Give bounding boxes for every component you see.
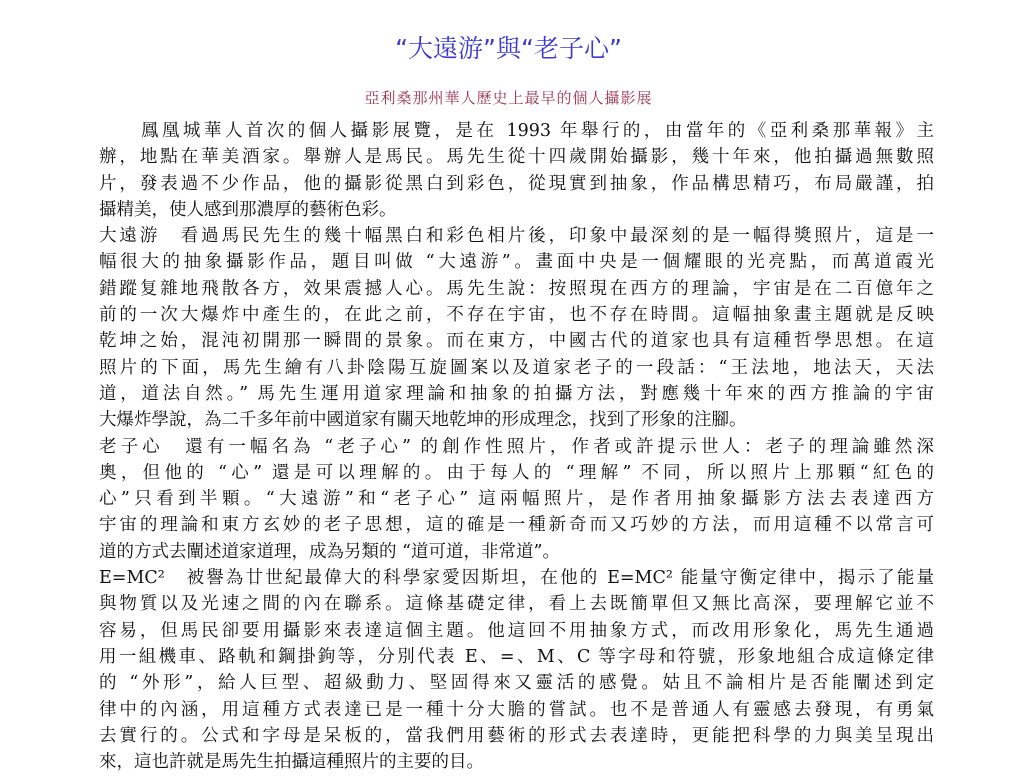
text-line: 錯蹤复雜地飛散各方，效果震撼人心。馬先生說：按照現在西方的理論，宇宙是在二百億年之 <box>99 278 934 299</box>
article-title: “大遠游”與“老子心” <box>395 34 622 63</box>
text-line: 幅很大的抽象攝影作品，題目叫做 “大遠游”。畫面中央是一個耀眼的光亮點，而萬道霞光 <box>99 252 934 273</box>
paragraph-da-yuan-you <box>99 223 934 433</box>
text-line: 用一組機車、路軌和鋼掛鉤等，分別代表 E、=、M、C 等字母和符號，形象地組合成這條定律 <box>99 646 934 667</box>
text-line: 與物質以及光速之間的內在聯系。這條基礎定律，看上去既簡單但又無比高深，要理解它並不 <box>99 594 934 615</box>
text-line: 大遠游 看過馬民先生的幾十幅黑白和彩色相片後，印象中最深刻的是一幅得獎照片，這是一 <box>99 226 934 247</box>
text-line: 去實行的。公式和字母是呆板的，當我們用藝術的形式去表達時，更能把科學的力與美呈現出 <box>99 725 934 746</box>
text-line: E=MC² 被譽為廿世紀最偉大的科學家愛因斯坦，在他的 E=MC² 能量守衡定律中，揭示了能量 <box>99 568 934 589</box>
text-line: 辦，地點在華美酒家。舉辦人是馬民。馬先生從十四歲開始攝影，幾十年來，他拍攝過無數照 <box>99 147 934 168</box>
text-line: 來，這也許就是馬先生拍攝這種照片的主要的目。 <box>99 752 484 773</box>
text-line: 律中的內涵，用這種方式表達已是一種十分大膽的嘗試。也不是普通人有靈感去發現，有勇氣 <box>99 699 934 720</box>
text-line: 奧，但他的 “心” 還是可以理解的。由于每人的 “理解” 不同，所以照片上那顆“紅色的 <box>99 462 934 483</box>
paragraph-intro <box>99 118 934 223</box>
text-line: 容易，但馬民卻要用攝影來表達這個主題。他這回不用抽象方式，而改用形象化，馬先生通過 <box>99 620 934 641</box>
text-line: 老子心 還有一幅名為 “老子心” 的創作性照片，作者或許提示世人：老子的理論雖然深 <box>99 436 934 457</box>
text-line: 前的一次大爆炸中產生的，在此之前，不存在宇宙，也不存在時間。這幅抽象畫主題就是反映 <box>99 305 934 326</box>
text-line: 道的方式去闡述道家道理，成為另類的 “道可道，非常道”。 <box>99 541 560 562</box>
article-body <box>99 118 934 775</box>
text-line: 心”只看到半顆。“大遠游”和“老子心” 這兩幅照片，是作者用抽象攝影方法去表達西方 <box>99 489 934 510</box>
text-line: 鳳凰城華人首次的個人攝影展覽，是在 1993 年舉行的，由當年的《亞利桑那華報》主 <box>99 121 934 141</box>
text-line: 大爆炸學說，為二千多年前中國道家有關天地乾坤的形成理念，找到了形象的注腳。 <box>99 410 747 431</box>
paragraph-lao-zi-xin <box>99 434 934 565</box>
text-line: 宇宙的理論和東方玄妙的老子思想，這的確是一種新奇而又巧妙的方法，而用這種不以常言可 <box>99 515 934 536</box>
text-line: 道，道法自然。” 馬先生運用道家理論和抽象的拍攝方法，對應幾十年來的西方推論的宇宙 <box>99 383 934 404</box>
paragraph-emc2 <box>99 565 934 775</box>
article-subtitle: 亞利桑那州華人歷史上最早的個人攝影展 <box>364 89 653 107</box>
text-line: 的 “外形”，給人巨型、超級動力、堅固得來又靈活的感覺。姑且不論相片是否能闡述到定 <box>99 673 934 694</box>
text-line: 片，發表過不少作品，他的攝影從黑白到彩色，從現實到抽象，作品構思精巧，布局嚴謹，拍 <box>99 173 934 194</box>
text-line: 照片的下面，馬先生繪有八卦陰陽互旋圖案以及道家老子的一段話：“王法地，地法天，天法 <box>99 357 934 378</box>
text-line: 乾坤之始，混沌初開那一瞬間的景象。而在東方，中國古代的道家也具有這種哲學思想。在這 <box>99 331 934 352</box>
text-line: 攝精美，使人感到那濃厚的藝術色彩。 <box>99 199 397 220</box>
